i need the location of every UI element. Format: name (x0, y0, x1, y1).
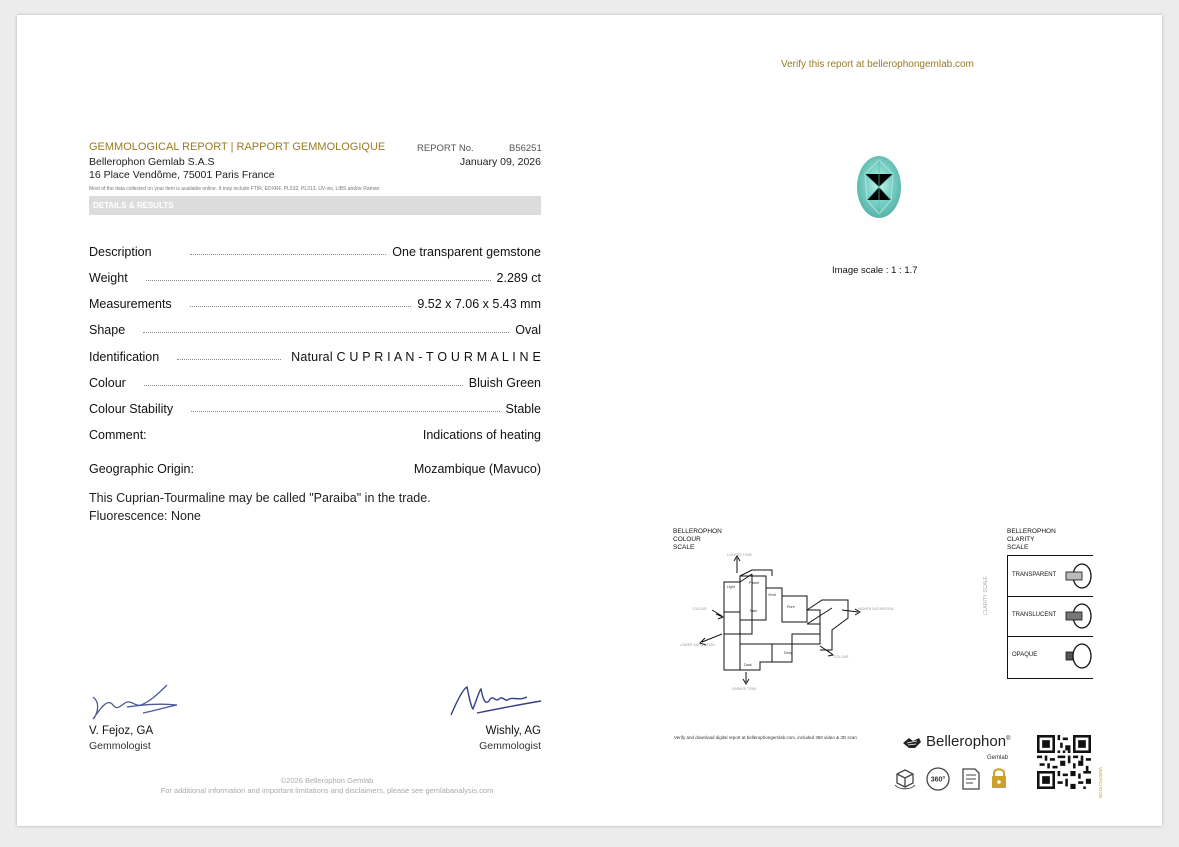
clarity-scale-table (1007, 555, 1093, 679)
footer-disclaimer: For additional information and important limitations and disclaimers, please see gemlabanalysis.com (160, 786, 494, 795)
detail-value: Indications of heating (422, 428, 541, 442)
dot-leader (190, 305, 412, 307)
lock-icon (989, 766, 1009, 790)
section-bar (89, 196, 541, 215)
detail-row-weight (89, 269, 541, 285)
detail-value: Mozambique (Mavuco) (413, 462, 541, 476)
detail-label: Geographic Origin: (89, 462, 194, 476)
cs-pale: Pale (750, 609, 758, 613)
detail-label: Shape (89, 323, 126, 337)
brand-name: Bellerophon® (926, 733, 1011, 750)
clarity-transparent: TRANSPARENT (1008, 556, 1093, 597)
cs-higher-sat: HIGHER SATURATION (858, 607, 894, 611)
signer-1-role: Gemmologist (89, 740, 151, 752)
detail-value: Bluish Green (468, 376, 541, 390)
dot-leader (177, 358, 281, 360)
clarity-scale-vertical-label: CLARITY SCALE (983, 576, 989, 615)
report-number: B56251 (509, 143, 542, 154)
dot-leader (144, 384, 463, 386)
3d-scan-icon[interactable] (893, 767, 917, 791)
clarity-opaque: OPAQUE (1008, 636, 1093, 676)
report-page (17, 15, 1162, 826)
detail-row-description (89, 243, 541, 259)
brand-sub: Gemlab (987, 755, 1009, 761)
svg-text:360°: 360° (930, 776, 946, 784)
dot-leader (146, 279, 491, 281)
detail-row-origin (89, 460, 541, 476)
trade-name-note: This Cuprian-Tourmaline may be called "Paraiba" in the trade. (89, 491, 431, 505)
detail-row-comment (89, 426, 541, 442)
verify-link[interactable]: Verify this report at bellerophongemlab.com (781, 59, 974, 70)
cs-vivid: Vivid (768, 593, 776, 597)
detail-label: Measurements (89, 297, 172, 311)
clarity-scale-title: BELLEROPHON CLARITY SCALE (1007, 528, 1056, 551)
colour-scale-diagram (672, 550, 894, 691)
cs-light: Light (727, 585, 735, 589)
cs-colour-left: COLOUR (692, 607, 707, 611)
detail-row-measurements (89, 295, 541, 311)
detail-value: 9.52 x 7.06 x 5.43 mm (417, 297, 541, 311)
cs-lower-sat: LOWER SATURATION (680, 643, 715, 647)
signer-2-role: Gemmologist (479, 740, 541, 752)
detail-value: Natural C U P R I A N - T O U R M A L I N E (291, 350, 541, 364)
detail-label: Colour (89, 376, 126, 390)
colour-scale-title: BELLEROPHON COLOUR SCALE (673, 528, 722, 551)
qr-side-label: VERIFICATION (1098, 767, 1103, 799)
gemstone-image (855, 154, 903, 220)
signer-2-name: Wishly, AG (485, 725, 541, 737)
detail-label: Comment: (89, 428, 147, 442)
lab-name: Bellerophon Gemlab S.A.S (89, 156, 215, 168)
report-document-icon[interactable] (959, 766, 983, 792)
lab-address: 16 Place Vendôme, 75001 Paris France (89, 169, 275, 181)
opaque-gem-icon (1064, 642, 1094, 670)
data-fine-print: Most of the data collected on your item is available online. It may include FTIR, EDXRF, PL532, PL313, UV-vis, LIBS and/or Raman (89, 186, 380, 192)
cs-dark: Dark (744, 663, 752, 667)
bellerophon-logo-icon (901, 736, 923, 750)
cs-pastel: Pastel (749, 581, 759, 585)
cs-lighter-tone: LIGHTER TONE (727, 553, 752, 557)
signature-wishly (447, 679, 543, 723)
detail-row-colour (89, 374, 541, 390)
detail-label: Weight (89, 271, 128, 285)
cs-darker-tone: DARKER TONE (732, 687, 757, 691)
detail-label: Description (89, 245, 152, 259)
footer-copyright: ©2026 Bellerophon Gemlab (280, 776, 374, 785)
report-number-label: REPORT No. (417, 143, 474, 154)
digital-report-note: Verify and download digital report at bellerophongemlab.com, included 360 video & 3D scan (674, 735, 857, 740)
detail-value: Stable (505, 402, 541, 416)
dot-leader (190, 253, 387, 255)
cs-deep: Deep (784, 651, 793, 655)
clarity-translucent: TRANSLUCENT (1008, 596, 1093, 637)
signature-fejoz (87, 677, 183, 723)
transparent-gem-icon (1064, 562, 1094, 590)
detail-label: Identification (89, 350, 160, 364)
dot-leader (143, 331, 509, 333)
cs-pure: Pure (787, 605, 795, 609)
dot-leader (191, 410, 499, 412)
detail-value: 2.289 ct (496, 271, 541, 285)
translucent-gem-icon (1064, 602, 1094, 630)
detail-label: Colour Stability (89, 402, 174, 416)
detail-row-shape (89, 321, 541, 337)
detail-row-identification (89, 348, 541, 364)
verification-qr-code[interactable] (1037, 735, 1091, 789)
report-date: January 09, 2026 (459, 156, 541, 168)
cs-colour-right: COLOUR (834, 655, 849, 659)
detail-row-colour-stability (89, 400, 541, 416)
section-bar-label: DETAILS & RESULTS (93, 201, 174, 210)
fluorescence-note: Fluorescence: None (89, 509, 201, 523)
detail-value: Oval (515, 323, 541, 337)
360-video-icon[interactable] (925, 766, 951, 792)
detail-value: One transparent gemstone (392, 245, 541, 259)
image-scale: Image scale : 1 : 1.7 (832, 265, 918, 276)
signer-1-name: V. Fejoz, GA (89, 725, 154, 737)
report-title: GEMMOLOGICAL REPORT | RAPPORT GEMMOLOGIQUE (89, 141, 386, 153)
